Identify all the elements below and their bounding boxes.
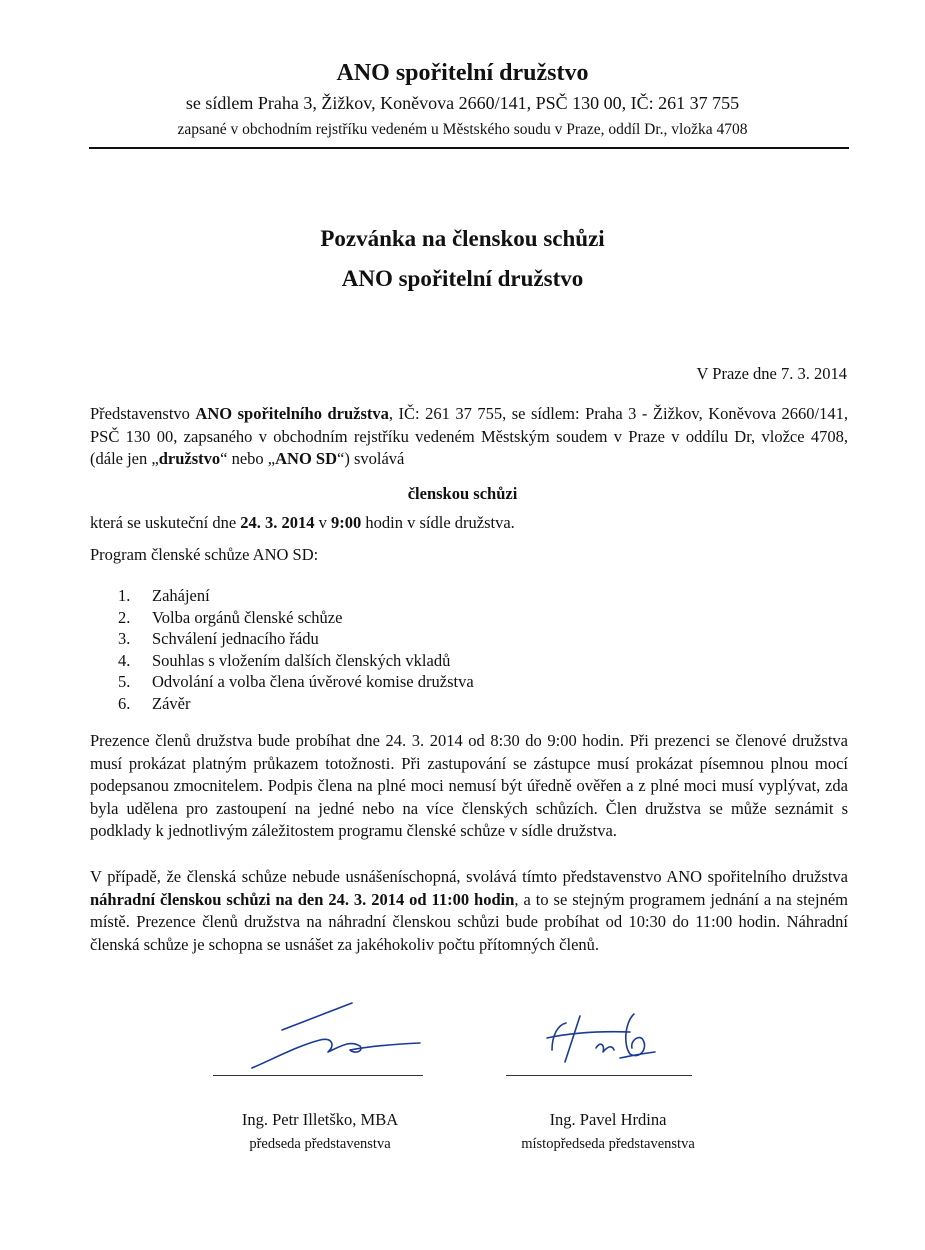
agenda-item-text: Volba orgánů členské schůze	[152, 607, 343, 627]
document-title: Pozvánka na členskou schůzi	[320, 226, 605, 251]
meeting-heading: členskou schůzi	[407, 484, 518, 503]
signatory-name-right: Ing. Pavel Hrdina	[549, 1110, 667, 1129]
agenda-item-number: 4.	[118, 650, 131, 670]
substitute-text-1: V případě, že členská schůze nebude usnášeníschopná, svolává tímto představenstvo ANO spořitelního družstva	[90, 867, 848, 886]
agenda-item-number: 5.	[118, 672, 131, 691]
intro-bold-2: družstvo	[158, 449, 221, 468]
when-date: 24. 3. 2014	[240, 513, 315, 532]
agenda-item-text: Závěr	[152, 693, 191, 713]
letterhead-org-name: ANO spořitelní družstvo	[336, 60, 589, 86]
signatory-role-right: místopředseda představenstva	[521, 1136, 695, 1152]
signatory-role-left: předseda představenstva	[249, 1136, 391, 1152]
intro-text-3: “ nebo „	[220, 449, 276, 468]
agenda-item-number: 2.	[118, 607, 131, 627]
signature-line-right	[506, 1075, 692, 1076]
substitute-text-2: , a to se stejným programem jednání a na stejném místě. Prezence členů družstva na náhradní členskou schůzi bude probíhat od 10:30 do 11:00 hodin. Náhradní členská schůze je schopna se usnášet za jakéhokoliv počtu přítomných členů.	[90, 889, 848, 954]
intro-text-1: Představenstvo	[90, 404, 196, 423]
date-line: V Praze dne 7. 3. 2014	[696, 364, 847, 383]
document-subtitle: ANO spořitelní družstvo	[341, 266, 584, 291]
when-text-3: hodin v sídle družstva.	[361, 513, 515, 532]
substitute-meeting-date: náhradní členskou schůzi na den 24. 3. 2014 od 11:00 hodin	[90, 889, 515, 909]
when-time: 9:00	[331, 513, 362, 532]
intro-text-2: , IČ: 261 37 755, se sídlem: Praha 3 - Žižkov, Koněvova 2660/141, PSČ 130 00, zapsaného v obchodním rejstříku vedeném Městským soudem v Praze v oddílu Dr, vložce 4708, (dále jen „	[90, 404, 848, 468]
agenda-item-text: Schválení jednacího řádu	[152, 629, 319, 648]
intro-bold-1: ANO spořitelního družstva	[195, 404, 389, 423]
intro-bold-3: ANO SD	[275, 449, 338, 468]
letterhead-address: se sídlem Praha 3, Žižkov, Koněvova 2660/141, PSČ 130 00, IČ: 261 37 755	[185, 93, 740, 113]
agenda-item-text: Odvolání a volba člena úvěrové komise družstva	[152, 672, 474, 691]
letterhead-registry: zapsané v obchodním rejstříku vedeném u Městského soudu v Praze, oddíl Dr., vložka 4708	[177, 121, 748, 138]
agenda-item-text: Zahájení	[152, 586, 210, 605]
signatory-name-left: Ing. Petr Illetško, MBA	[241, 1110, 399, 1129]
attendance-text: Prezence členů družstva bude probíhat dne 24. 3. 2014 od 8:30 do 9:00 hodin. Při prezenci se členové družstva musí prokázat platným průkazem totožnosti. Při zastupování se zástupce musí prokázat písemnou plnou mocí podepsanou zmocnitelem. Podpis člena na plné moci nemusí být úředně ověřen a z plné moci musí vyplývat, zda byla udělena pro zastoupení na jedné nebo na více členských schůzích. Člen družstva se může seznámit s podklady k jednotlivým záležitostem programu členské schůze v sídle družstva.	[90, 731, 848, 840]
agenda-item-text: Souhlas s vložením dalších členských vkladů	[152, 650, 451, 670]
signature-line-left	[213, 1075, 423, 1076]
agenda-item-number: 3.	[118, 629, 131, 648]
when-text-2: v	[314, 513, 332, 532]
agenda-item-number: 1.	[118, 586, 131, 605]
signature-right	[547, 1014, 655, 1062]
intro-text-4: “) svolává	[337, 449, 405, 468]
agenda-item-number: 6.	[118, 693, 131, 713]
when-text-1: která se uskuteční dne	[90, 513, 241, 532]
program-heading: Program členské schůze ANO SD:	[90, 545, 319, 564]
signature-left	[252, 1003, 420, 1068]
